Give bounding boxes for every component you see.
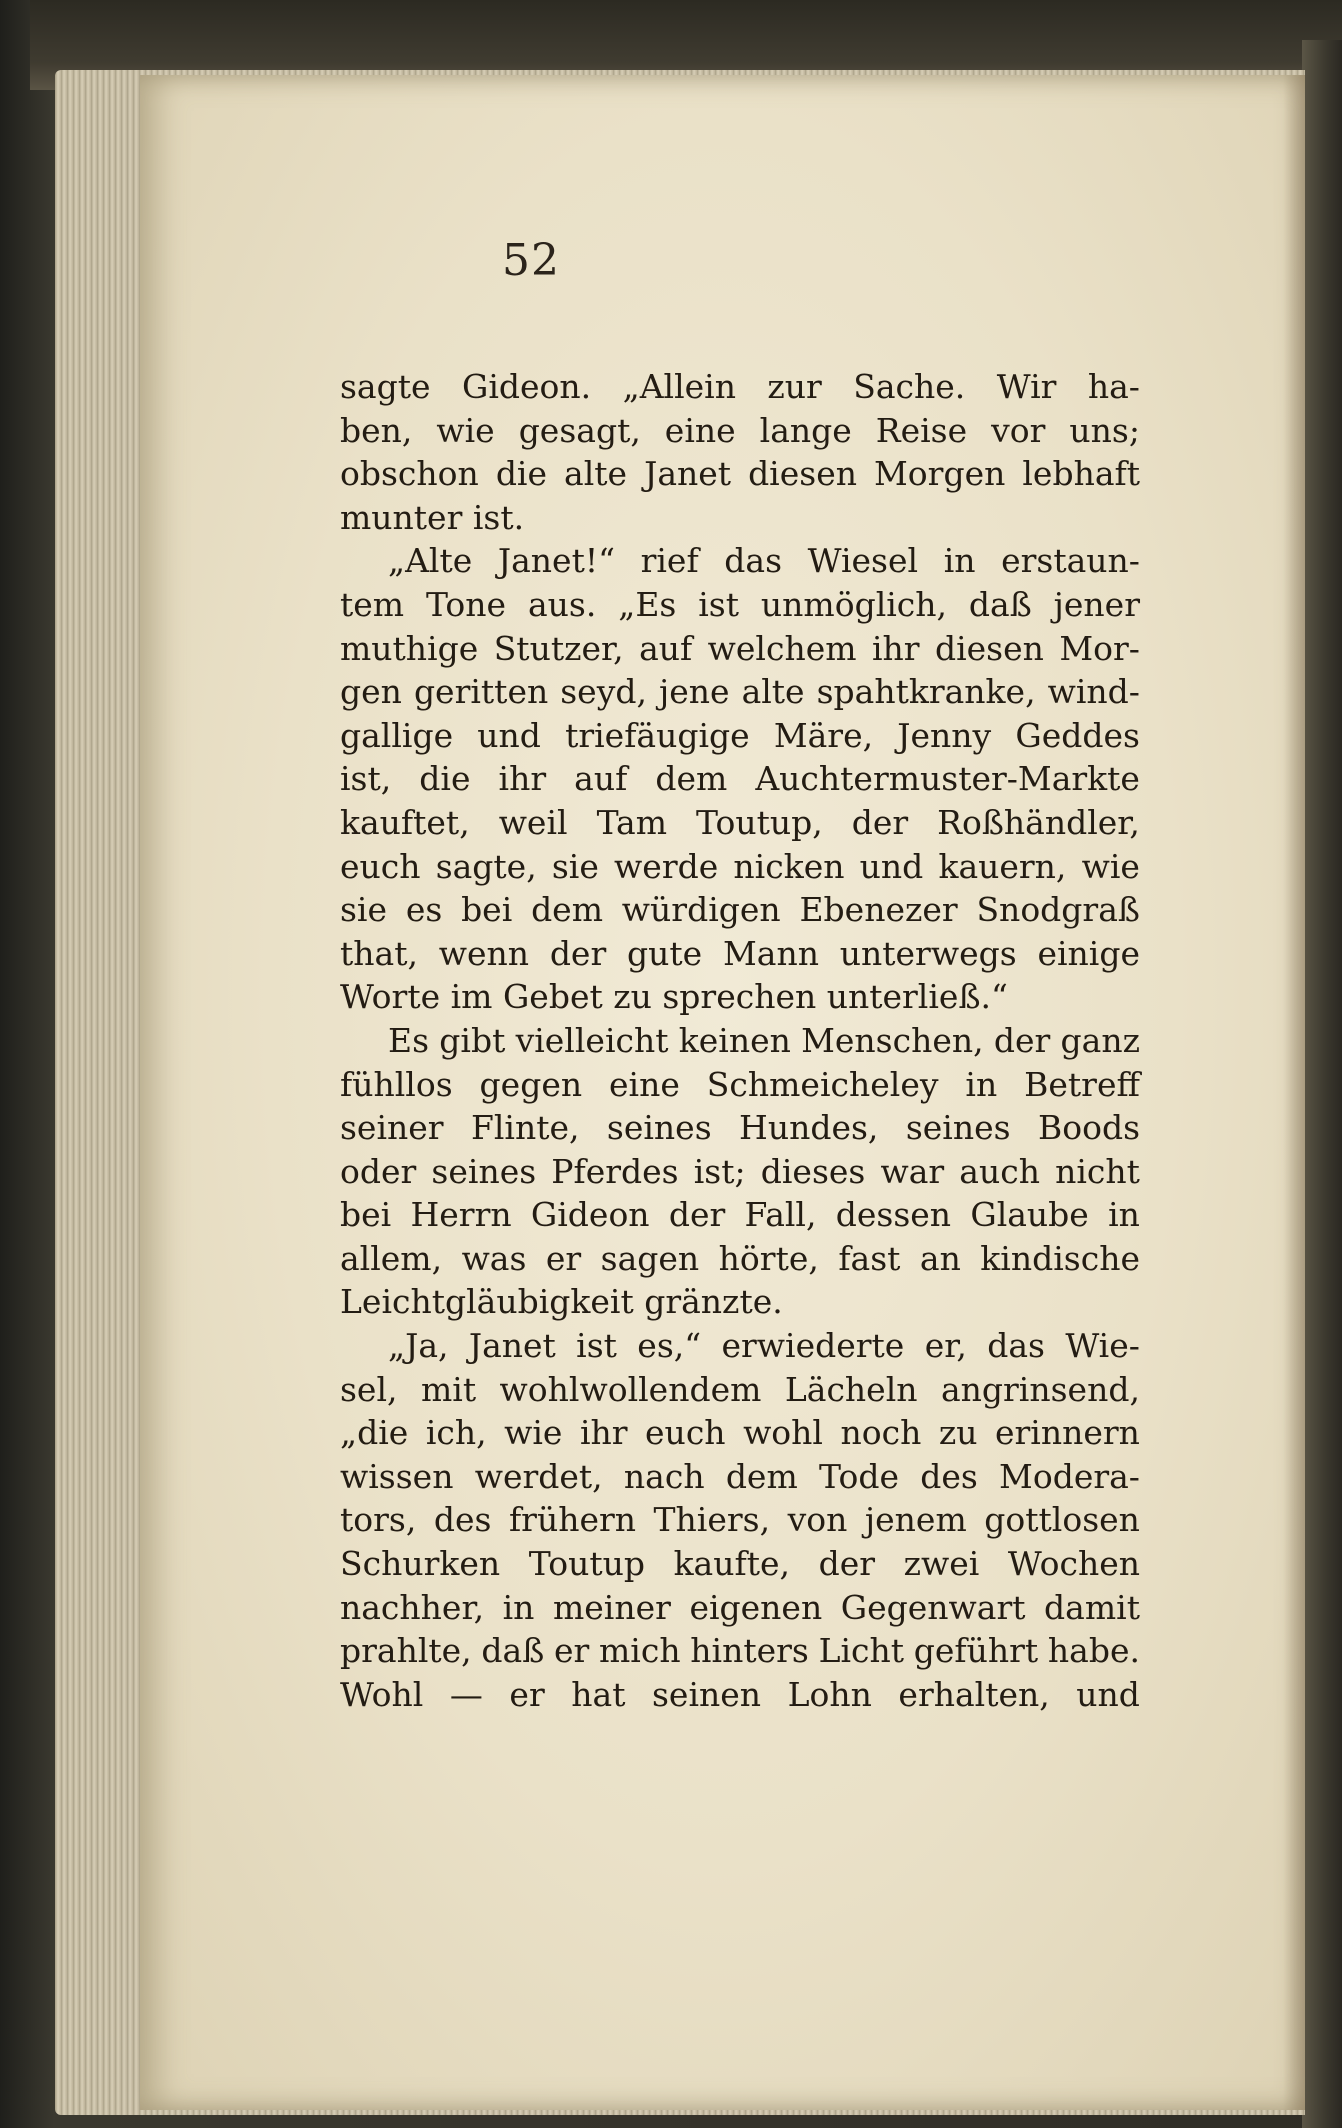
text-line: muthige Stutzer, auf welchem ihr diesen Mor- <box>340 628 1140 668</box>
body-text <box>340 365 1140 1716</box>
page-edge-shadow <box>1283 75 1305 2110</box>
text-line: allem, was er sagen hörte, fast an kindische <box>340 1238 1140 1278</box>
text-line: fühllos gegen eine Schmeicheley in Betreff <box>340 1064 1140 1104</box>
text-line: tem Tone aus. „Es ist unmöglich, daß jener <box>340 584 1140 624</box>
text-line: „Ja, Janet ist es,“ erwiederte er, das Wie- <box>388 1326 1140 1366</box>
text-line: sie es bei dem würdigen Ebenezer Snodgraß <box>340 890 1140 930</box>
page-number: 52 <box>502 235 560 286</box>
text-line: oder seines Pferdes ist; dieses war auch nicht <box>340 1151 1140 1191</box>
text-line: Leichtgläubigkeit gränzte. <box>340 1282 783 1322</box>
text-line: Es gibt vielleicht keinen Menschen, der ganz <box>388 1020 1140 1060</box>
text-line: gen geritten seyd, jene alte spahtkranke, wind- <box>340 672 1140 712</box>
text-line: nachher, in meiner eigenen Gegenwart damit <box>340 1587 1140 1627</box>
text-line: prahlte, daß er mich hinters Licht geführt habe. <box>340 1631 1140 1671</box>
text-line: wissen werdet, nach dem Tode des Modera- <box>340 1456 1140 1496</box>
text-line: „Alte Janet!“ rief das Wiesel in erstaun- <box>388 541 1140 581</box>
text-line: tors, des frühern Thiers, von jenem gottlosen <box>340 1500 1140 1540</box>
text-line: munter ist. <box>340 497 525 537</box>
text-line: gallige und triefäugige Märe, Jenny Geddes <box>340 715 1140 755</box>
text-line: seiner Flinte, seines Hundes, seines Boods <box>340 1108 1140 1148</box>
text-line: sagte Gideon. „Allein zur Sache. Wir ha- <box>340 367 1140 406</box>
text-line: Schurken Toutup kaufte, der zwei Wochen <box>340 1544 1140 1584</box>
book-cover-right <box>1302 40 1342 2128</box>
text-line: that, wenn der gute Mann unterwegs einige <box>340 933 1140 973</box>
text-line: euch sagte, sie werde nicken und kauern, wie <box>340 846 1140 886</box>
text-line: bei Herrn Gideon der Fall, dessen Glaube in <box>340 1195 1140 1235</box>
text-line: obschon die alte Janet diesen Morgen lebhaft <box>340 454 1140 494</box>
text-line: ist, die ihr auf dem Auchtermuster-Markte <box>340 759 1140 799</box>
text-line: Worte im Gebet zu sprechen unterließ.“ <box>340 977 1008 1017</box>
text-line: sel, mit wohlwollendem Lächeln angrinsend, <box>340 1369 1140 1409</box>
text-line: kauftet, weil Tam Toutup, der Roßhändler, <box>340 802 1140 842</box>
text-line: ben, wie gesagt, eine lange Reise vor uns; <box>340 410 1140 450</box>
text-line: Wohl — er hat seinen Lohn erhalten, und <box>340 1674 1140 1714</box>
text-line: „die ich, wie ihr euch wohl noch zu erinnern <box>340 1413 1140 1453</box>
